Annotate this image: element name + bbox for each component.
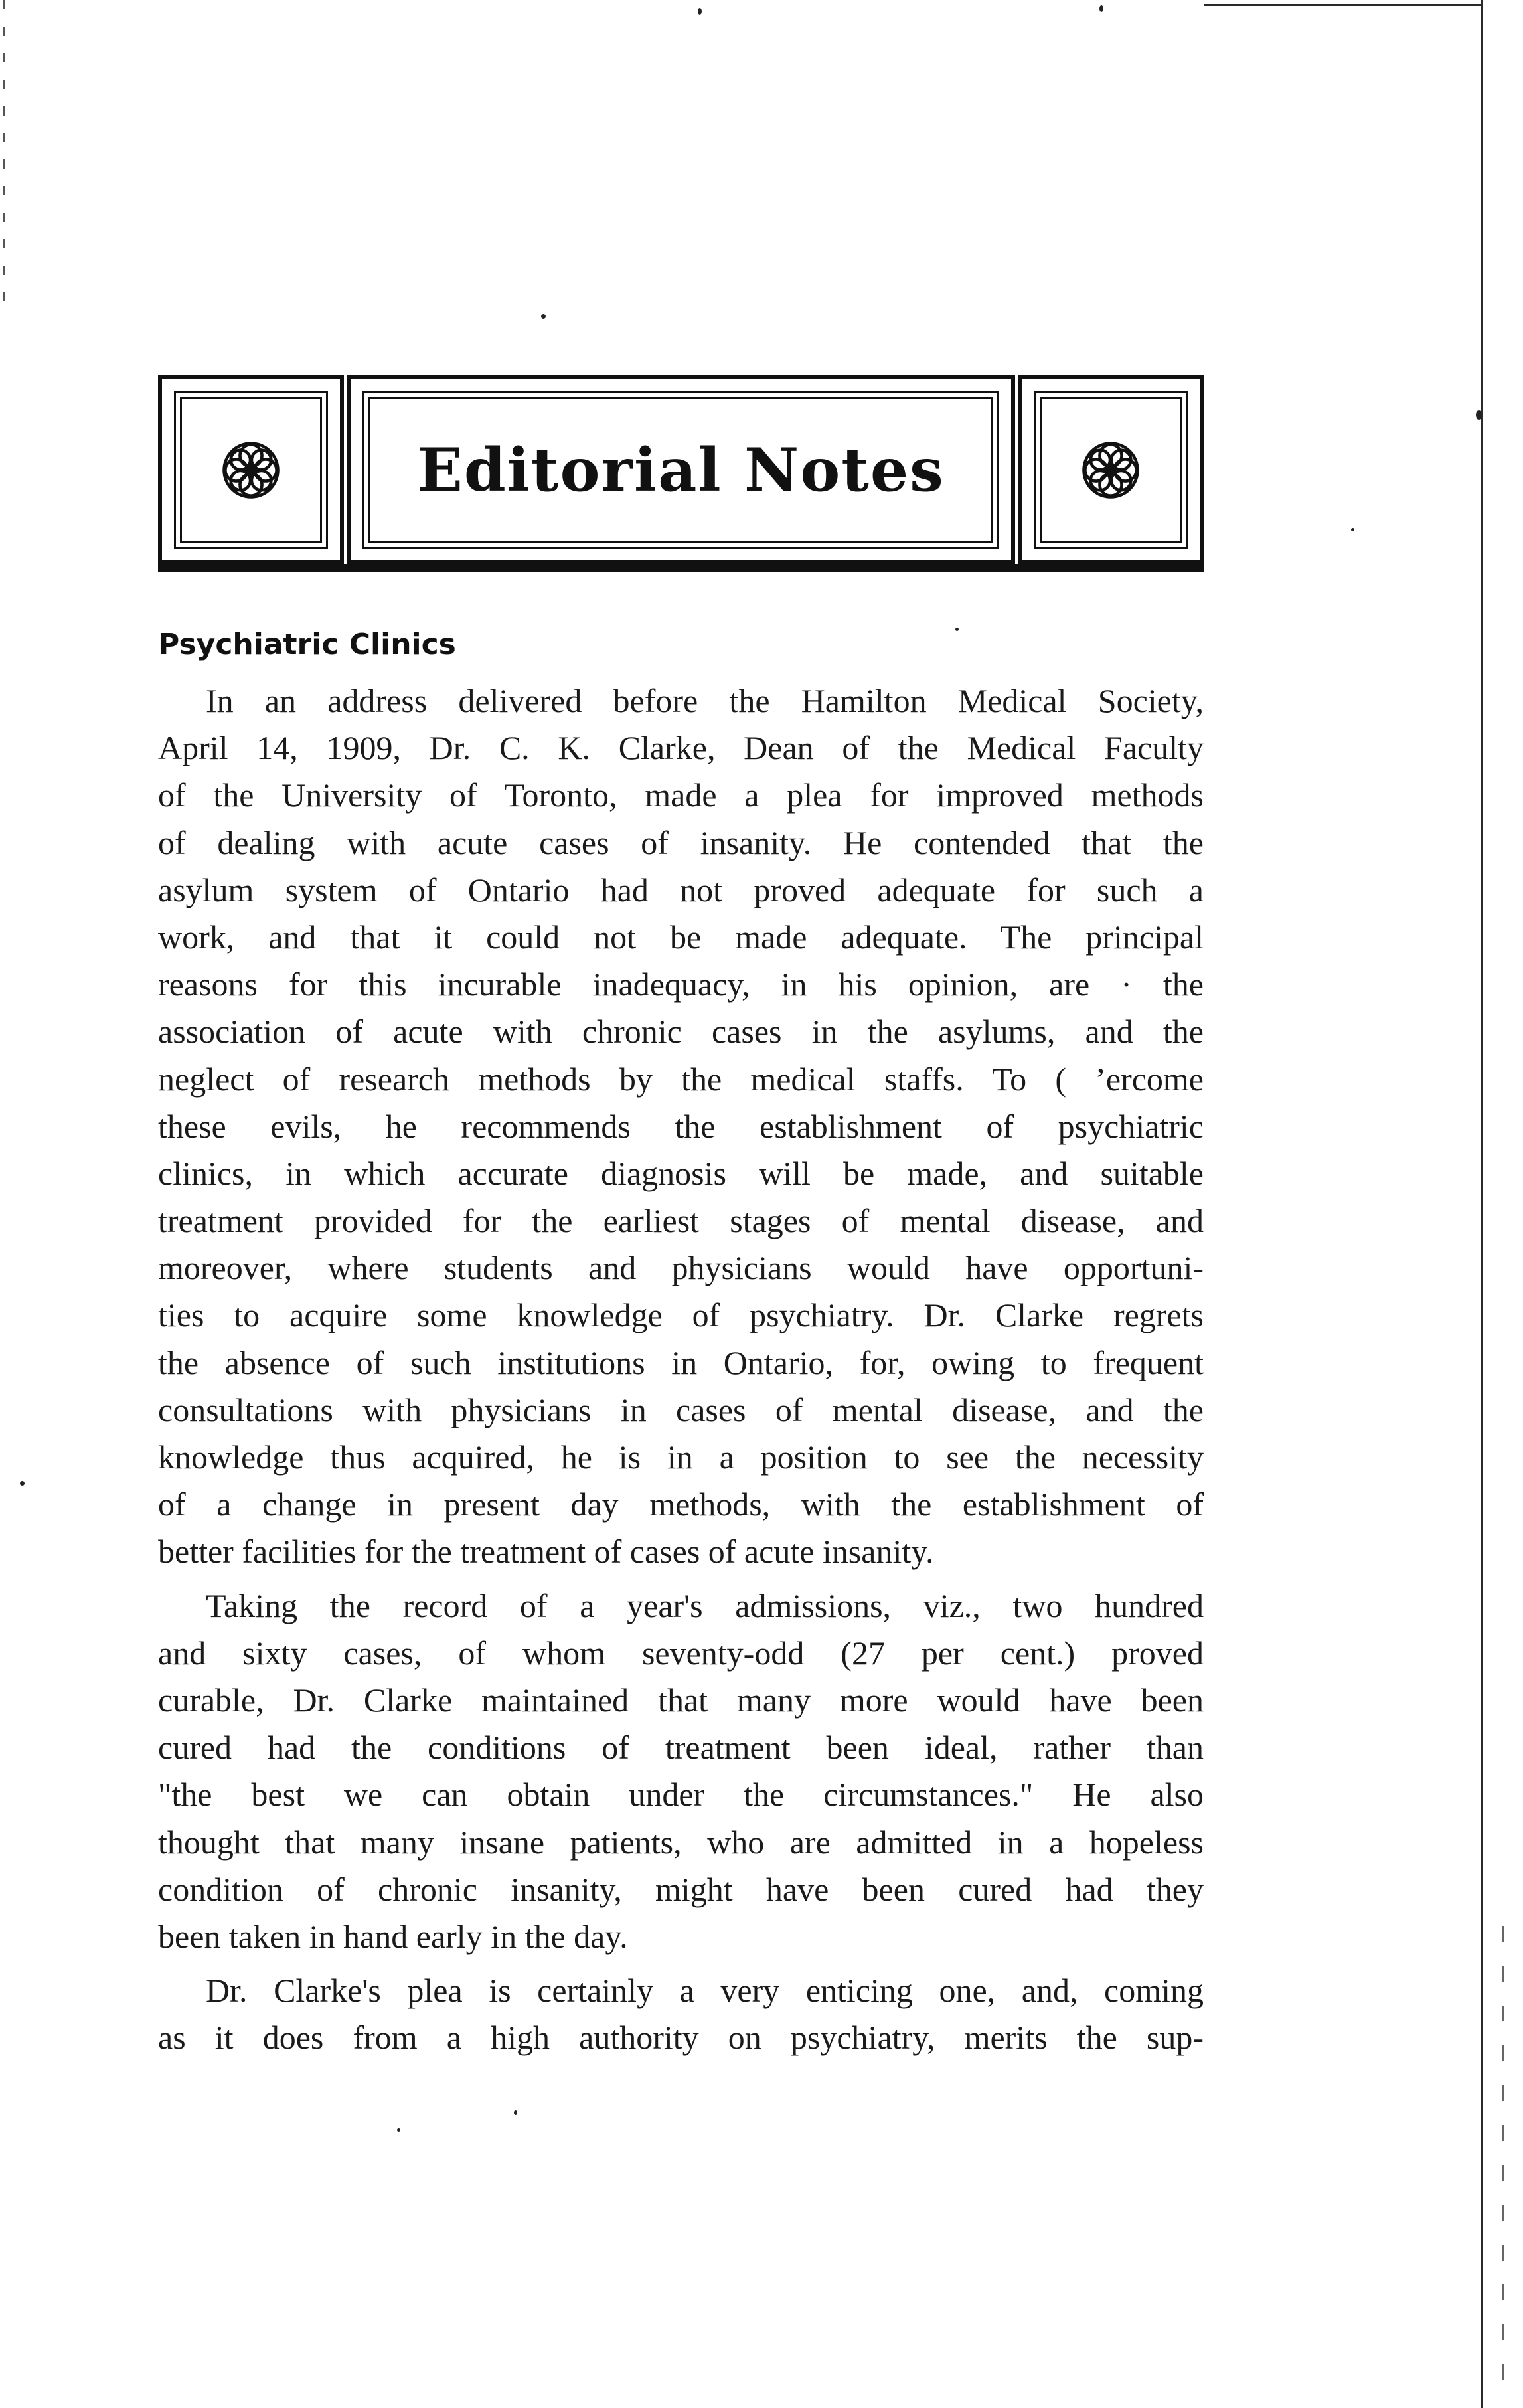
scan-speck bbox=[1476, 410, 1482, 420]
text-line: of the University of Toronto, made a plea for improved methods bbox=[158, 776, 1204, 814]
scan-speck bbox=[397, 2128, 400, 2132]
text-line: "the best we can obtain under the circumstances." He also bbox=[158, 1776, 1204, 1814]
editorial-banner bbox=[158, 375, 1204, 564]
text-line: reasons for this incurable inadequacy, in his opinion, are · the bbox=[158, 966, 1204, 1003]
banner-right-panel bbox=[1018, 375, 1204, 564]
banner-title-panel bbox=[347, 375, 1015, 564]
text-line: asylum system of Ontario had not proved adequate for such a bbox=[158, 871, 1204, 908]
text-line: work, and that it could not be made adequate. The principal bbox=[158, 918, 1204, 956]
paragraph-gap bbox=[158, 1960, 1204, 1967]
text-line: of a change in present day methods, with the establishment of bbox=[158, 1486, 1204, 1523]
text-line: Taking the record of a year's admissions, viz., two hundred bbox=[206, 1587, 1204, 1624]
text-line: as it does from a high authority on psychiatry, merits the sup- bbox=[158, 2019, 1204, 2057]
text-line: and sixty cases, of whom seventy-odd (27 per cent.) proved bbox=[158, 1634, 1204, 1672]
text-line: condition of chronic insanity, might have been cured had they bbox=[158, 1870, 1204, 1908]
text-line: the absence of such institutions in Ontario, for, owing to frequent bbox=[158, 1343, 1204, 1381]
text-line: treatment provided for the earliest stages of mental disease, and bbox=[158, 1202, 1204, 1240]
scan-edge-left bbox=[3, 0, 5, 305]
text-line: been taken in hand early in the day. bbox=[158, 1917, 628, 1955]
banner-rule bbox=[158, 564, 1204, 572]
scan-edge-top bbox=[1204, 4, 1483, 6]
text-line: association of acute with chronic cases in the asylums, and the bbox=[158, 1013, 1204, 1051]
scan-speck bbox=[541, 314, 546, 319]
scan-speck bbox=[1099, 5, 1103, 12]
text-line: In an address delivered before the Hamilton Medical Society, bbox=[206, 682, 1204, 719]
scan-speck bbox=[955, 628, 959, 631]
scan-speck bbox=[698, 8, 702, 15]
scan-edge-right bbox=[1481, 0, 1483, 2408]
paragraph-gap bbox=[158, 1576, 1204, 1583]
text-line: Dr. Clarke's plea is certainly a very enticing one, and, coming bbox=[206, 1972, 1204, 2010]
text-line: of dealing with acute cases of insanity. He contended that the bbox=[158, 823, 1204, 861]
banner-title: Editorial Notes bbox=[417, 434, 945, 505]
scan-speck bbox=[20, 1481, 25, 1486]
rosette-ornament-icon bbox=[220, 440, 281, 501]
scan-speck bbox=[514, 2110, 517, 2115]
text-line: better facilities for the treatment of cases of acute insanity. bbox=[158, 1533, 934, 1571]
section-heading: Psychiatric Clinics bbox=[158, 628, 456, 661]
text-line: moreover, where students and physicians would have opportuni- bbox=[158, 1249, 1204, 1287]
text-line: ties to acquire some knowledge of psychiatry. Dr. Clarke regrets bbox=[158, 1296, 1204, 1334]
text-line: thought that many insane patients, who are admitted in a hopeless bbox=[158, 1823, 1204, 1861]
text-line: these evils, he recommends the establishment of psychiatric bbox=[158, 1107, 1204, 1145]
text-line: consultations with physicians in cases of mental disease, and the bbox=[158, 1391, 1204, 1428]
text-line: clinics, in which accurate diagnosis will be made, and suitable bbox=[158, 1154, 1204, 1192]
text-line: neglect of research methods by the medical staffs. To ( ʼercome bbox=[158, 1060, 1204, 1098]
text-line: April 14, 1909, Dr. C. K. Clarke, Dean of the Medical Faculty bbox=[158, 729, 1204, 767]
rosette-ornament-icon bbox=[1080, 440, 1141, 501]
text-line: curable, Dr. Clarke maintained that many more would have been bbox=[158, 1681, 1204, 1719]
text-line: knowledge thus acquired, he is in a position to see the necessity bbox=[158, 1438, 1204, 1476]
scan-speck bbox=[1351, 528, 1354, 531]
banner-left-panel bbox=[158, 375, 344, 564]
article-body bbox=[158, 677, 1204, 2061]
text-line: cured had the conditions of treatment been ideal, rather than bbox=[158, 1729, 1204, 1766]
scan-edge-speck bbox=[1502, 1926, 1504, 2391]
